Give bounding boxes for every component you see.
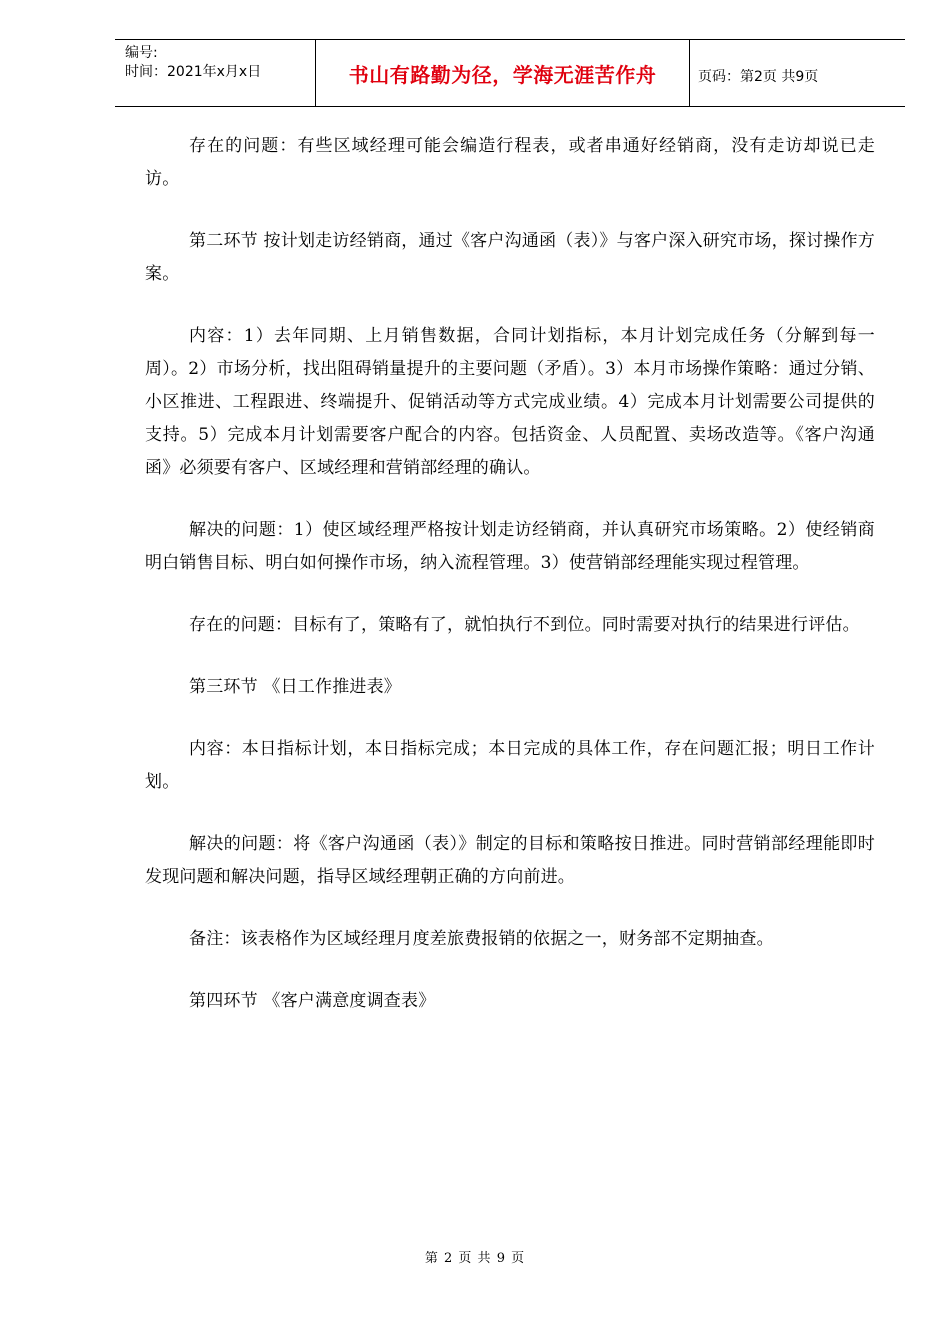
paragraph-section-2-content: 内容：1）去年同期、上月销售数据，合同计划指标，本月计划完成任务（分解到每一周）。2）市场分析，找出阻碍销量提升的主要问题（矛盾）。3）本月市场操作策略：通过分销、小区推进、工程跟进、终端提升、促销活动等方式完成业绩。4）完成本月计划需要公司提供的支持。5）完成本月计划需要客户配合的内容。包括资金、人员配置、卖场改造等。《客户沟通函》必须要有客户、区域经理和营销部经理的确认。 (145, 326, 875, 478)
paragraph-section-2-title: 第二环节 按计划走访经销商，通过《客户沟通函（表）》与客户深入研究市场，探讨操作方案。 (145, 231, 875, 284)
header-motto: 书山有路勤为径，学海无涯苦作舟 (348, 63, 657, 87)
header-page-info: 页码：第2页 共9页 (698, 69, 819, 85)
paragraph-section-3-title: 第三环节 《日工作推进表》 (189, 677, 402, 697)
header-page-cell (690, 40, 905, 107)
paragraph-note: 备注：该表格作为区域经理月度差旅费报销的依据之一，财务部不定期抽查。 (189, 929, 774, 949)
paragraph-section-3-content: 内容：本日指标计划，本日指标完成；本日完成的具体工作，存在问题汇报；明日工作计划。 (145, 739, 875, 792)
header-meta-cell (115, 40, 316, 107)
page-footer-number: 第 2 页 共 9 页 (424, 1251, 526, 1266)
document-body (145, 130, 875, 1047)
paragraph-existing-problem-1: 存在的问题：有些区域经理可能会编造行程表，或者串通好经销商，没有走访却说已走访。 (145, 136, 875, 189)
document-number-label: 编号: (125, 45, 158, 61)
document-date-label: 时间：2021年x月x日 (125, 64, 262, 80)
paragraph-section-4-title: 第四环节 《客户满意度调查表》 (189, 991, 436, 1011)
paragraph-section-3-solved: 解决的问题：将《客户沟通函（表）》制定的目标和策略按日推进。同时营销部经理能即时发现问题和解决问题，指导区域经理朝正确的方向前进。 (145, 834, 875, 887)
paragraph-section-2-solved: 解决的问题：1）使区域经理严格按计划走访经销商，并认真研究市场策略。2）使经销商明白销售目标、明白如何操作市场，纳入流程管理。3）使营销部经理能实现过程管理。 (145, 520, 875, 573)
paragraph-existing-problem-2: 存在的问题：目标有了，策略有了，就怕执行不到位。同时需要对执行的结果进行评估。 (189, 615, 860, 635)
page-header (115, 39, 905, 107)
header-motto-cell (316, 40, 690, 107)
